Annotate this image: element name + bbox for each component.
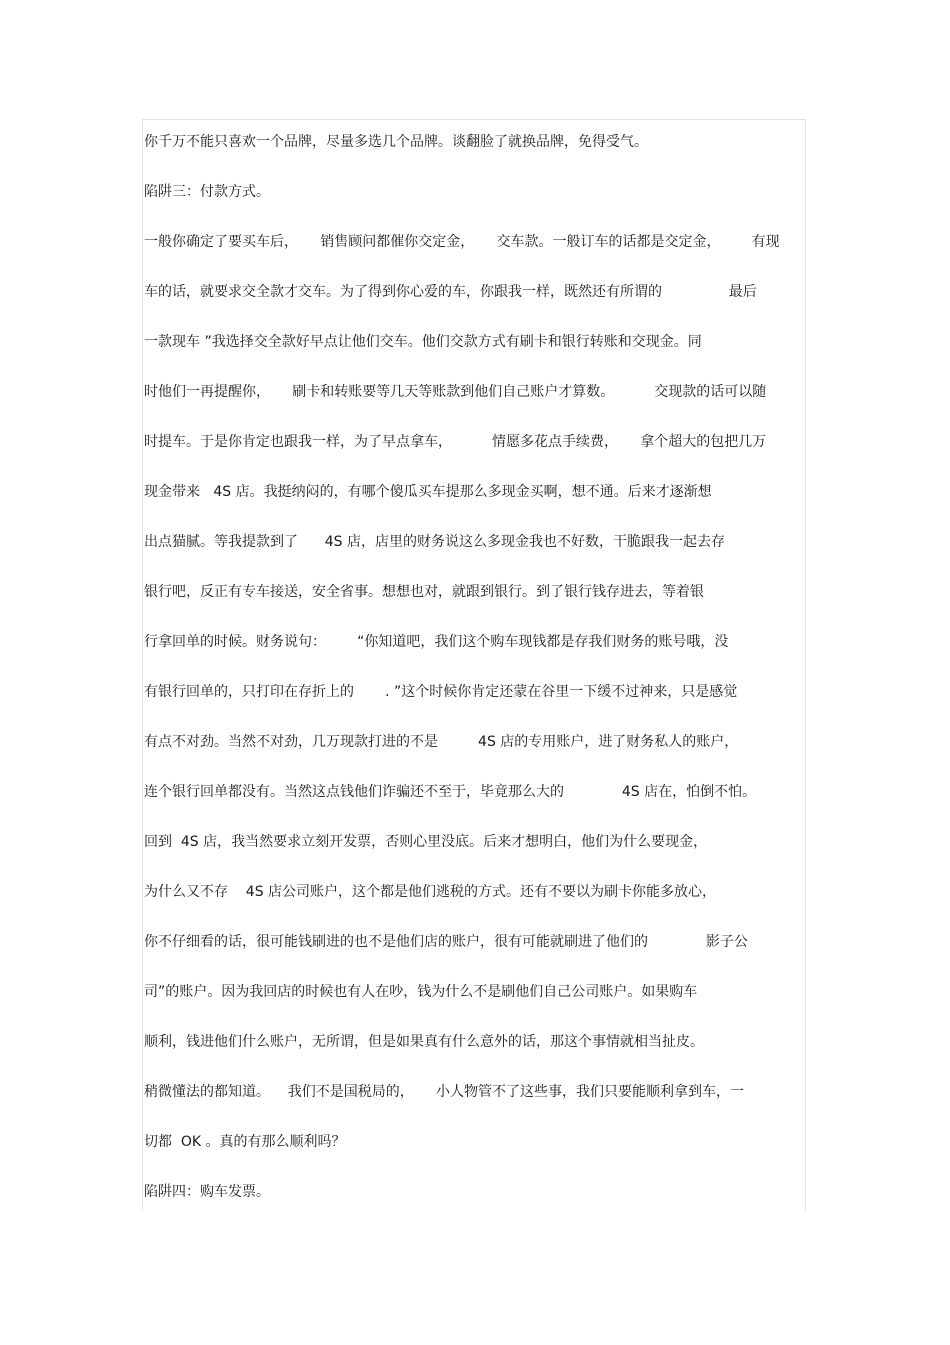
text-line-10: 银行吧，反正有专车接送，安全省事。想想也对，就跟到银行。到了银行钱存进去，等着银 [144,584,704,600]
text-line-1: 你千万不能只喜欢一个品牌，尽量多选几个品牌。谈翻脸了就换品牌，免得受气。 [144,134,648,150]
text-line-13: 有点不对劲。当然不对劲，几万现款打进的不是 4S 店的专用账户，进了财务私人的账户， [144,734,739,750]
document-body [144,128,804,1228]
text-line-16: 为什么又不存 4S 店公司账户，这个都是他们逃税的方式。还有不要以为刷卡你能多放心， [144,884,717,900]
text-line-3: 一般你确定了要买车后， 销售顾问都催你交定金， 交车款。一般订车的话都是交定金， 有现 [144,234,780,250]
text-line-21: 切都 OK 。真的有那么顺利吗？ [144,1134,346,1150]
text-line-14: 连个银行回单都没有。当然这点钱他们诈骗还不至于，毕竟那么大的 4S 店在，怕倒不怕。 [144,784,757,800]
text-line-6: 时他们一再提醒你， 刷卡和转账要等几天等账款到他们自己账户才算数。 交现款的话可以随 [144,384,767,400]
text-line-20: 稍微懂法的都知道。 我们不是国税局的， 小人物管不了这些事，我们只要能顺利拿到车，一 [144,1084,745,1100]
text-line-5: 一款现车 ”我选择交全款好早点让他们交车。他们交款方式有刷卡和银行转账和交现金。同 [144,334,702,350]
text-line-19: 顺利，钱进他们什么账户，无所谓，但是如果真有什么意外的话，那这个事情就相当扯皮。 [144,1034,704,1050]
text-line-17: 你不仔细看的话，很可能钱刷进的也不是他们店的账户，很有可能就刷进了他们的 影子公 [144,934,748,950]
text-line-9: 出点猫腻。等我提款到了 4S 店，店里的财务说这么多现金我也不好数，干脆跟我一起去存 [144,534,725,550]
text-line-15: 回到 4S 店，我当然要求立刻开发票，否则心里没底。后来才想明白，他们为什么要现金， [144,834,708,850]
text-line-4: 车的话，就要求交全款才交车。为了得到你心爱的车，你跟我一样，既然还有所谓的 最后 [144,284,757,300]
text-line-8: 现金带来 4S 店。我挺纳闷的，有哪个傻瓜买车提那么多现金买啊，想不通。后来才逐渐想 [144,484,712,500]
text-line-11: 行拿回单的时候。财务说句： “你知道吧，我们这个购车现钱都是存我们财务的账号哦，没 [144,634,729,650]
text-line-18: 司”的账户。因为我回店的时候也有人在吵，钱为什么不是刷他们自己公司账户。如果购车 [144,984,698,1000]
section-heading-trap-4: 陷阱四：购车发票。 [144,1184,270,1200]
text-line-12: 有银行回单的，只打印在存折上的 . ”这个时候你肯定还蒙在谷里一下缓不过神来，只是感觉 [144,684,738,700]
text-line-7: 时提车。于是你肯定也跟我一样，为了早点拿车， 情愿多花点手续费， 拿个超大的包把几万 [144,434,767,450]
section-heading-trap-3: 陷阱三：付款方式。 [144,184,270,200]
